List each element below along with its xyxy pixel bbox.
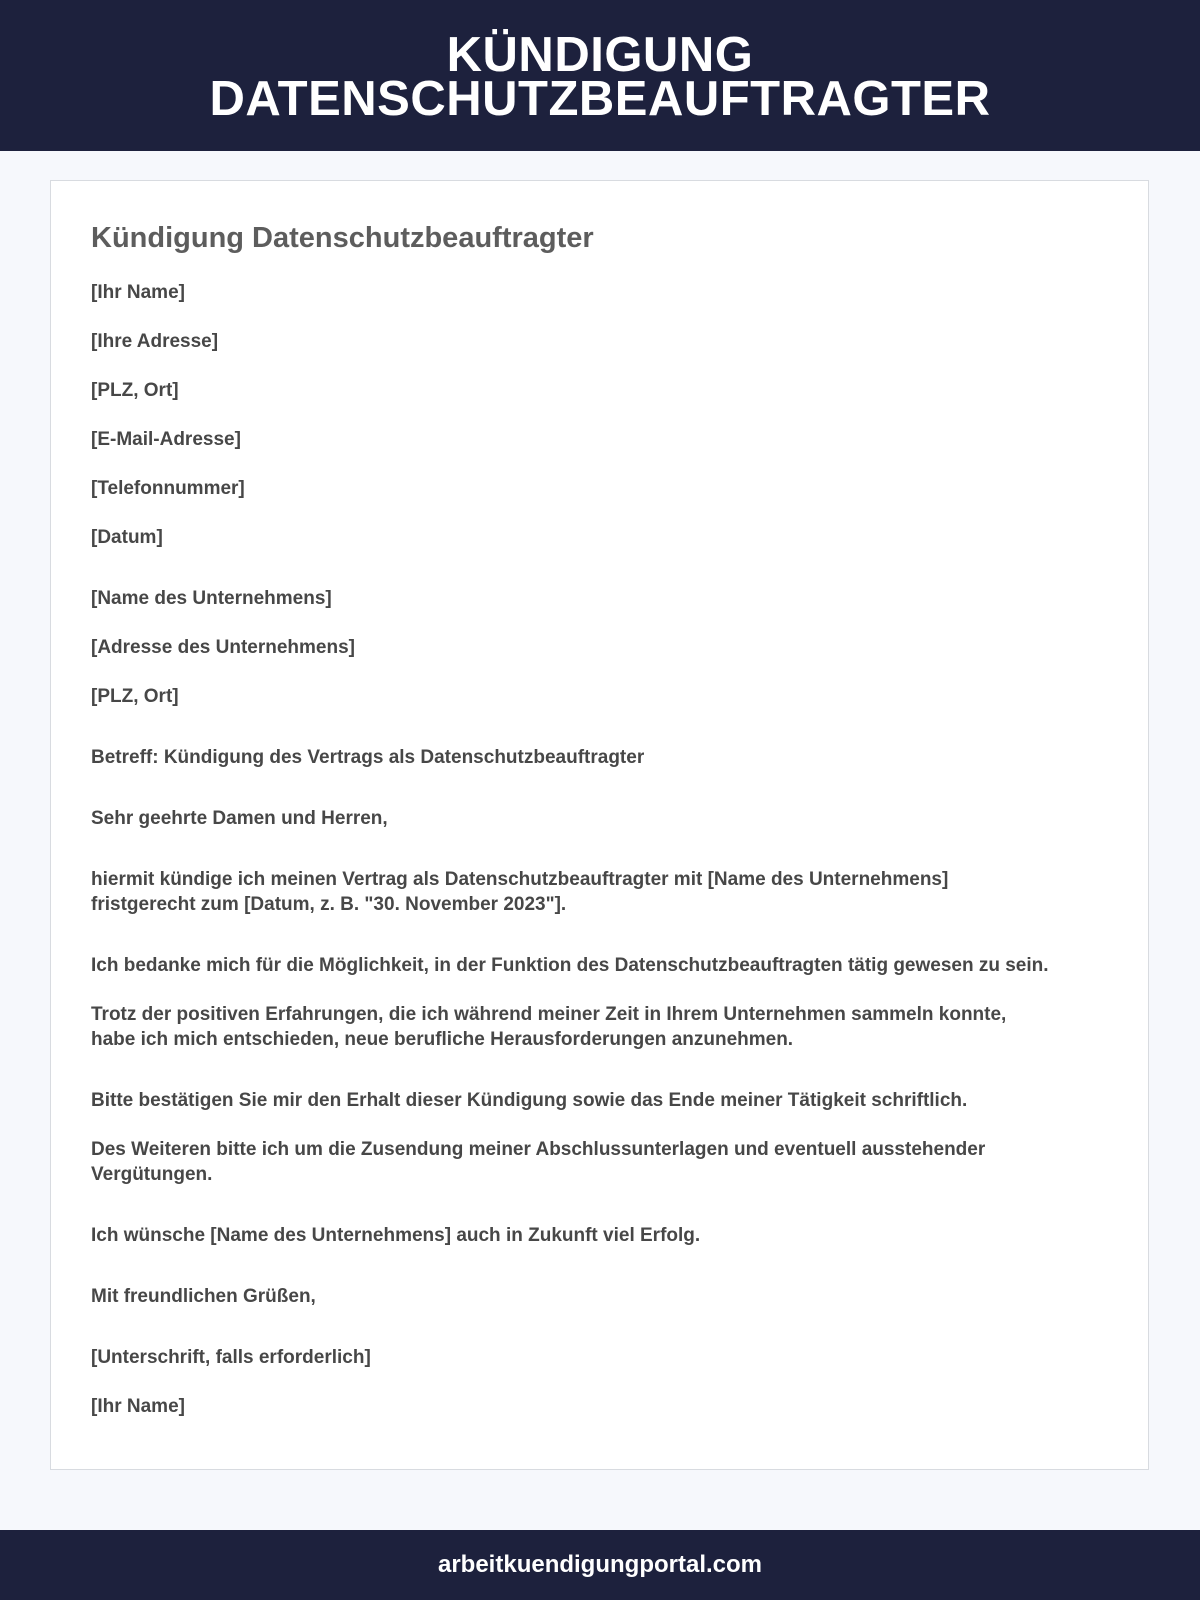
- letter-card: [50, 180, 1149, 1470]
- subject-line: Betreff: Kündigung des Vertrags als Datenschutzbeauftragter: [91, 747, 645, 768]
- paragraph-1-line-2: fristgerecht zum [Datum, z. B. "30. November 2023"].: [91, 894, 567, 915]
- sender-zip-city: [PLZ, Ort]: [91, 380, 179, 401]
- closing: Mit freundlichen Grüßen,: [91, 1286, 316, 1307]
- header-title: [0, 0, 1200, 126]
- paragraph-4: Bitte bestätigen Sie mir den Erhalt dieser Kündigung sowie das Ende meiner Tätigkeit schriftlich.: [91, 1090, 968, 1111]
- sender-phone: [Telefonnummer]: [91, 478, 245, 499]
- header-title-line1: KÜNDIGUNG: [446, 28, 754, 82]
- recipient-zip-city: [PLZ, Ort]: [91, 686, 179, 707]
- recipient-company: [Name des Unternehmens]: [91, 588, 332, 609]
- page-header: [0, 0, 1200, 151]
- sender-name: [Ihr Name]: [91, 282, 185, 303]
- letter-date: [Datum]: [91, 527, 163, 548]
- header-title-line2: DATENSCHUTZBEAUFTRAGTER: [209, 72, 991, 126]
- signature-line: [Unterschrift, falls erforderlich]: [91, 1347, 371, 1368]
- paragraph-5-line-2: Vergütungen.: [91, 1164, 213, 1185]
- sender-email: [E-Mail-Adresse]: [91, 429, 241, 450]
- paragraph-5-line-1: Des Weiteren bitte ich um die Zusendung meiner Abschlussunterlagen und eventuell ausstehender: [91, 1139, 986, 1160]
- recipient-address: [Adresse des Unternehmens]: [91, 637, 355, 658]
- footer-website: arbeitkuendigungportal.com: [437, 1551, 763, 1578]
- salutation: Sehr geehrte Damen und Herren,: [91, 808, 388, 829]
- signature-name: [Ihr Name]: [91, 1396, 185, 1417]
- paragraph-2: Ich bedanke mich für die Möglichkeit, in der Funktion des Datenschutzbeauftragten tätig gewesen zu sein.: [91, 955, 1049, 976]
- letter-content: [91, 221, 1131, 1417]
- paragraph-3-line-1: Trotz der positiven Erfahrungen, die ich während meiner Zeit in Ihrem Unternehmen sammeln konnte,: [91, 1004, 1007, 1025]
- page-footer: [0, 1530, 1200, 1600]
- paragraph-3-line-2: habe ich mich entschieden, neue berufliche Herausforderungen anzunehmen.: [91, 1029, 794, 1050]
- document-title: Kündigung Datenschutzbeauftragter: [91, 222, 594, 254]
- sender-address: [Ihre Adresse]: [91, 331, 219, 352]
- paragraph-6: Ich wünsche [Name des Unternehmens] auch in Zukunft viel Erfolg.: [91, 1225, 701, 1246]
- paragraph-1-line-1: hiermit kündige ich meinen Vertrag als Datenschutzbeauftragter mit [Name des Unternehmens]: [91, 869, 949, 890]
